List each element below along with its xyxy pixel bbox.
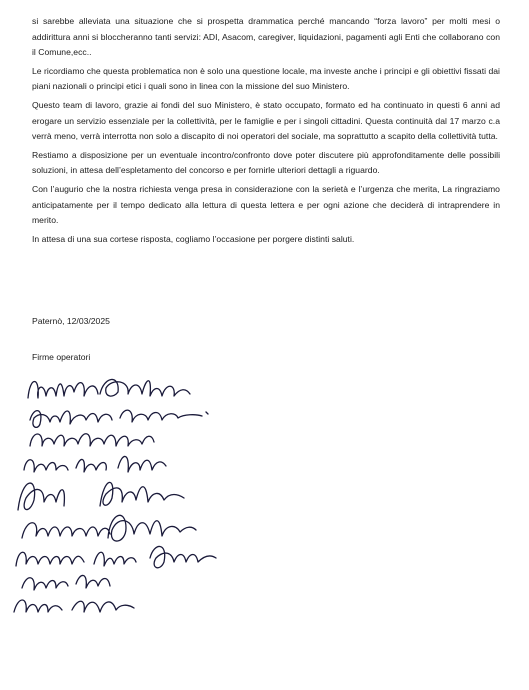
signature-4 [24, 456, 166, 472]
signature-7 [16, 546, 216, 567]
paragraph-services: si sarebbe alleviata una situazione che si prospetta drammatica perché mancando “forza lavoro” per molti mesi o addirittura anni si bloccheranno tanti servizi: ADI, Asacom, caregiver, liquidazioni, pagamenti agli Enti che collaborano con il Comune,ecc.. [32, 16, 500, 58]
paragraph-problem-scope: Le ricordiamo che questa problematica non è solo una questione locale, ma investe anche i principi e gli obiettivi fissati dai piani nazionali o principi etici i quali sono in linea con la missione del suo Ministero. [32, 65, 500, 92]
signature-1 [28, 379, 190, 398]
paragraph-closing: In attesa di una sua cortese risposta, cogliamo l’occasione per porgere distinti saluti. [32, 233, 355, 244]
signatures-label: Firme operatori [32, 352, 91, 362]
handwritten-signatures [0, 368, 529, 628]
paragraph-team: Questo team di lavoro, grazie ai fondi del suo Ministero, è stato occupato, formato ed ha continuato in questi 6 anni ad erogare un servizio essenziale per la collettività, per le famiglie e per i singoli cittadini. Questa continuità dal 17 marzo c.a verrà meno, verrà interrotta non solo a discapito di noi operatori del sociale, ma soprattutto a scapito della collettività tutta. [32, 99, 500, 142]
paragraph-availability: Restiamo a disposizione per un eventuale incontro/confronto dove poter discutere più approfonditamente delle possibili soluzioni, in attesa dell’espletamento del concorso e per fornirle ulteriori dettagli a riguardo. [32, 149, 500, 176]
signature-6 [22, 515, 196, 541]
signature-8 [22, 575, 110, 590]
signature-3 [30, 434, 154, 446]
signature-5 [18, 482, 184, 510]
place-date: Paternò, 12/03/2025 [32, 316, 110, 326]
signature-2 [30, 410, 208, 427]
signature-9 [14, 600, 134, 612]
letter-body [32, 14, 500, 250]
paragraph-thanks: Con l’augurio che la nostra richiesta venga presa in considerazione con la serietà e l’urgenza che merita, La ringraziamo anticipatamente per il tempo dedicato alla lettura di questa lettera e per ogni azione che deciderà di intraprendere in merito. [32, 183, 500, 226]
signatures-block [0, 368, 529, 628]
